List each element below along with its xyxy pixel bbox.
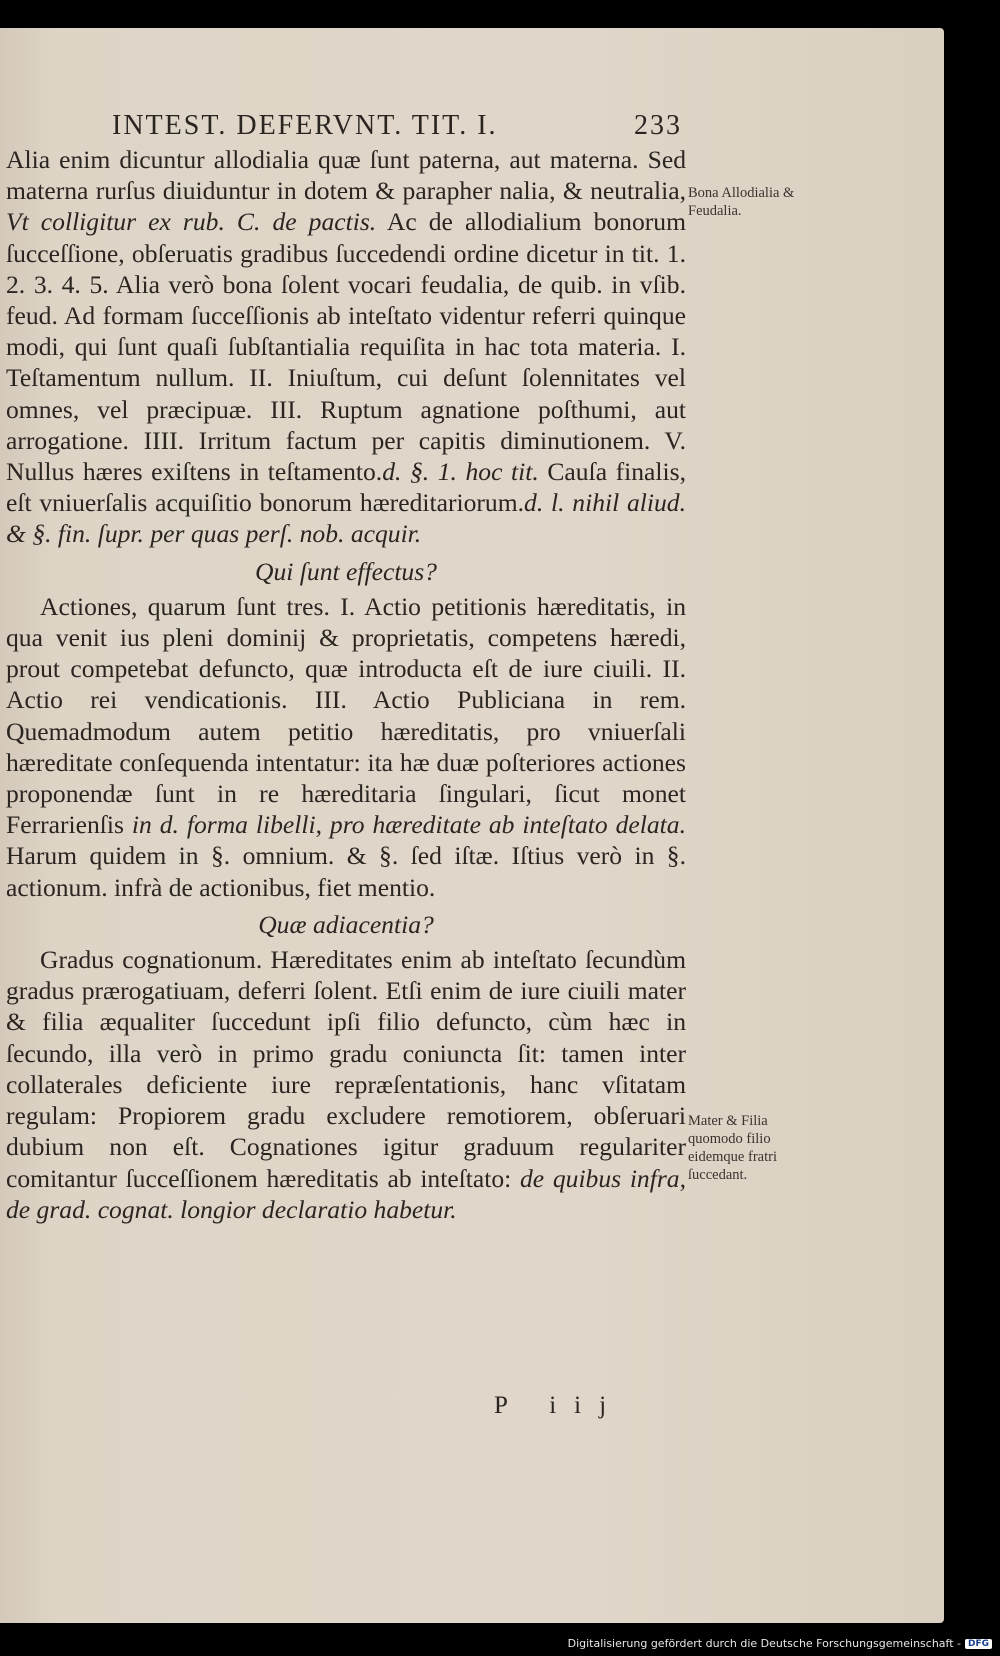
paragraph-3 xyxy=(6,944,686,1225)
page-number: 233 xyxy=(634,110,682,141)
credit-text: Digitalisierung gefördert durch die Deutsche Forschungsgemeinschaft - xyxy=(567,1637,961,1650)
paragraph-1 xyxy=(6,144,686,550)
paragraph-3-text: Gradus cognationum. Hæreditates enim ab inteſtato ſecundùm gradus prærogatiuam, deferri ſolent. Etſi enim de iure ciuili mater & filia æqualiter ſuccedunt ipſi filio defuncto, cùm hæc in ſecundo, illa verò in primo gradu coniuncta ſit: tamen inter collaterales deficiente iure repræſentationis, hanc vſitatam regulam: Propiorem gradu excludere remotiorem, obſeruari dubium non eſt. Cognationes igitur graduum regulariter comitantur ſucceſſionem hæreditatis ab inteſtato: xyxy=(6,945,686,1193)
marginal-note-bona: Bona Allodialia & Feudalia. xyxy=(688,185,795,219)
running-head-title: INTEST. DEFERVNT. TIT. I. xyxy=(112,110,498,141)
digitization-credit xyxy=(568,1637,992,1650)
section-heading-effectus: Qui ſunt effectus? xyxy=(255,556,437,586)
paragraph-1-citation: Vt colligitur ex rub. C. de pactis. xyxy=(6,207,377,237)
paragraph-1-citation-3: d. l. nihil aliud. & §. fin. ſupr. per quas perſ. nob. acquir. xyxy=(6,488,686,549)
paragraph-2-text: Actiones, quarum ſunt tres. I. Actio petitionis hæreditatis, in qua venit ius pleni dominij & proprietatis, competens hæredi, prout competebat defuncto, quæ introducta eſt de iure ciuili. II. Actio rei vendicationis. III. Actio Publiciana in rem. Quemadmodum autem petitio hæreditatis, pro vniuerſali hæreditate conſequenda intentatur: ita hæ duæ poſteriores actiones proponendæ ſunt in re hæreditaria ſingulari, ſicut monet Ferrarienſis xyxy=(6,591,686,840)
book-page xyxy=(0,28,944,1623)
dfg-logo-icon: DFG xyxy=(965,1639,992,1649)
paragraph-1-text-cont: Ac de allodialium bonorum ſucceſſione, obſeruatis gradibus ſuccedendi ordine dicetur in tit. 1. 2. 3. 4. 5. Alia verò bona ſolent vocari feudalia, de quib. in vſib. feud. Ad formam ſucceſſionis ab inteſtato videntur referri quinque modi, qui ſunt quaſi ſubſtantialia requiſita in hac tota materia. I. Teſtamentum nullum. II. Iniuſtum, cui deſunt ſolennitates vel omnes, vel præcipuæ. III. Ruptum agnatione poſthumi, aut arrogatione. IIII. Irritum factum per capitis diminutionem. V. Nullus hæres exiſtens in teſtamento. xyxy=(6,207,686,487)
paragraph-1-text-cont-2: Cauſa finalis, eſt vniuerſalis acquiſitio bonorum hæreditariorum. xyxy=(6,457,686,518)
paragraph-2 xyxy=(6,591,686,903)
paragraph-1-text: Alia enim dicuntur allodialia quæ ſunt paterna, aut materna. Sed materna rurſus diuiduntur in dotem & parapher nalia, & neutralia, xyxy=(6,145,686,206)
paragraph-2-text-cont: Harum quidem in §. omnium. & §. ſed iſtæ. Iſtius verò in §. actionum. infrà de actionibus, fiet mentio. xyxy=(6,841,686,902)
paragraph-1-citation-2: d. §. 1. hoc tit. xyxy=(382,457,539,487)
section-heading-adiacentia: Quæ adiacentia? xyxy=(258,909,434,939)
main-text-block xyxy=(6,144,686,1225)
paragraph-2-citation: in d. forma libelli, pro hæreditate ab inteſtato delata. xyxy=(131,810,686,840)
marginal-note-mater-filia: Mater & Filia quomodo filio eidemque fratri ſuccedant. xyxy=(688,1113,777,1183)
running-head xyxy=(112,110,682,142)
paragraph-3-citation: de quibus infra, de grad. cognat. longior declaratio habetur. xyxy=(6,1163,686,1224)
signature-mark: P iij xyxy=(494,1392,625,1419)
